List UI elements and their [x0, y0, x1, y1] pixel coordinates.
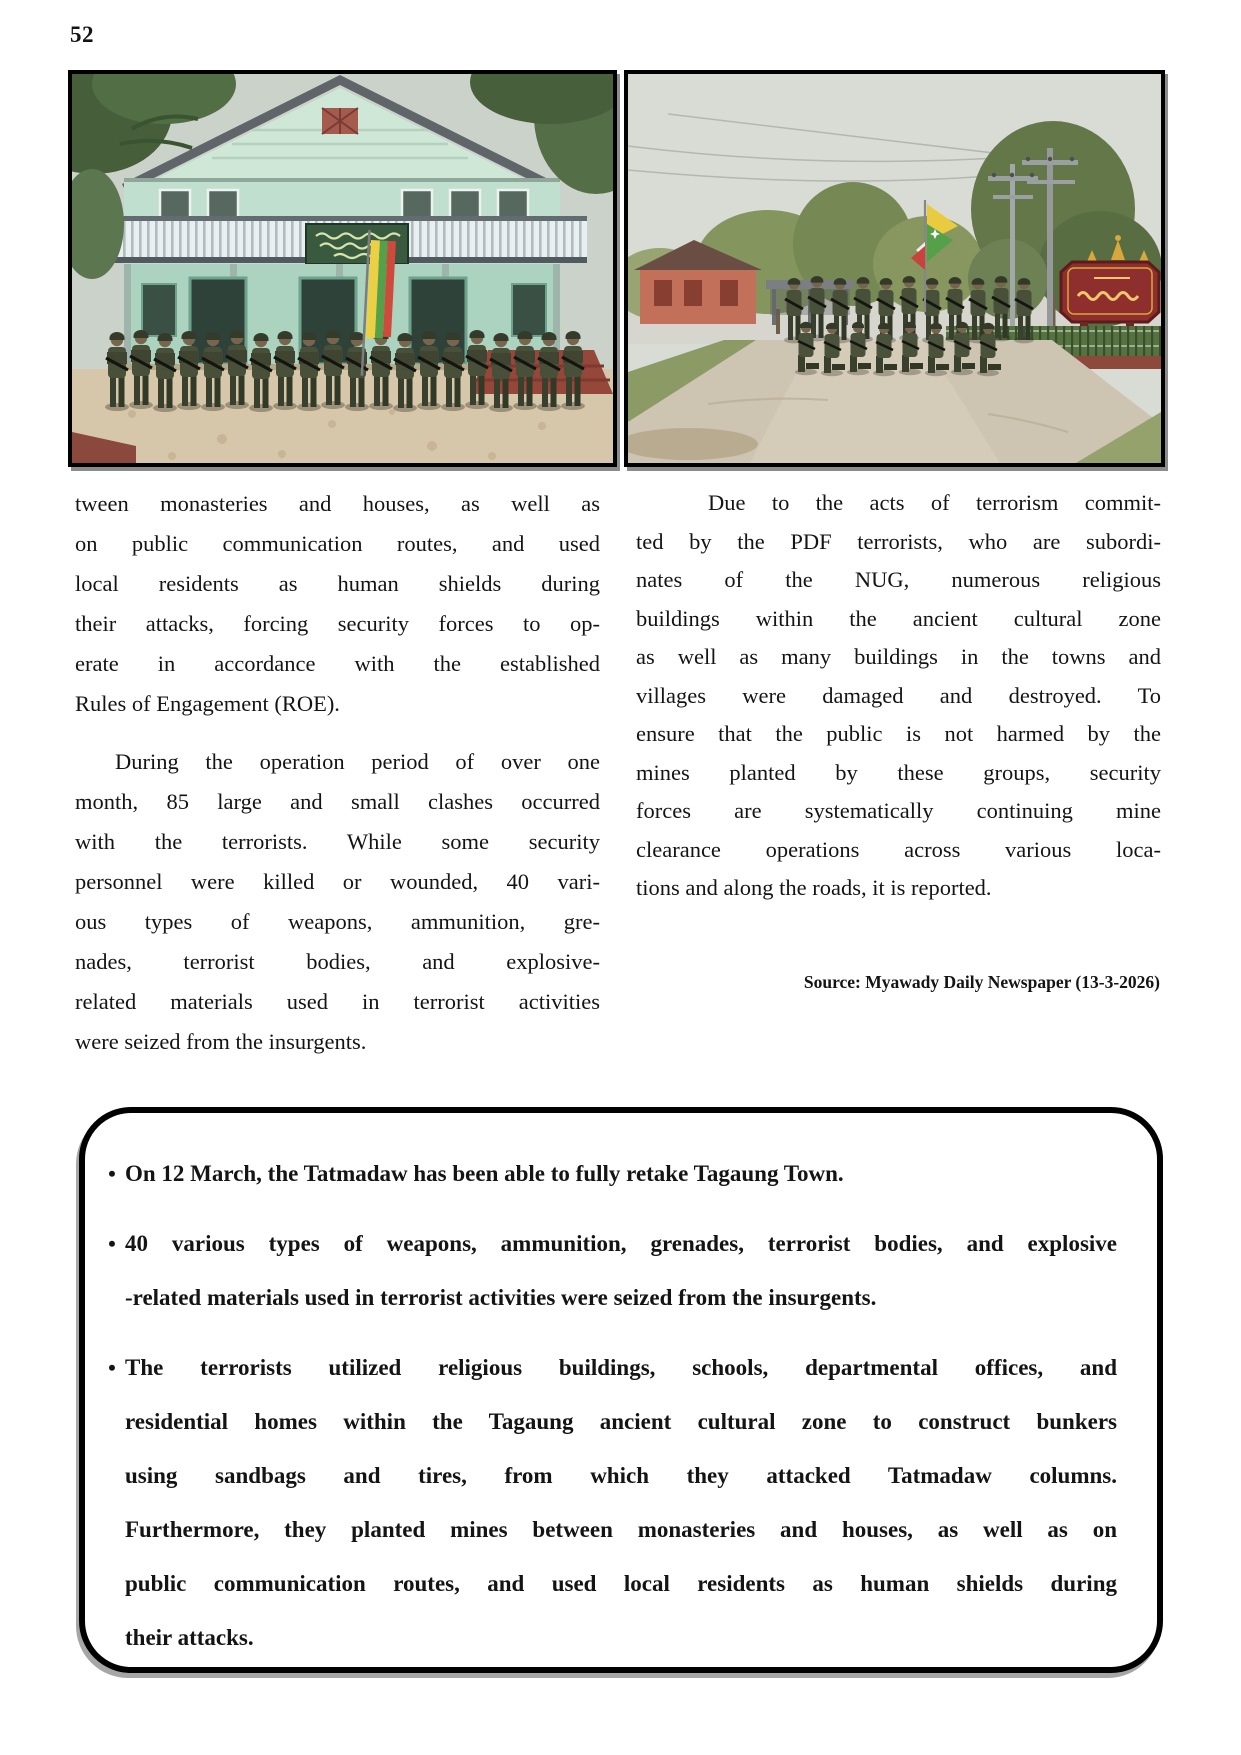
bullet-text [125, 1341, 1117, 1665]
text-line: erate in accordance with the established [75, 651, 600, 676]
text-line: ted by the PDF terrorists, who are subordi- [636, 528, 1161, 554]
text-line: nates of the NUG, numerous religious [636, 567, 1161, 592]
monastery-scene [72, 74, 613, 463]
text-column-right [636, 484, 1161, 908]
text-line: on public communication routes, and used [75, 531, 600, 556]
text-line: public communication routes, and used local residents as human shields during [125, 1571, 1117, 1596]
text-line: ensure that the public is not harmed by the [636, 721, 1161, 746]
text-line: tions and along the roads, it is reported. [636, 875, 992, 900]
text-line: related materials used in terrorist activities [75, 989, 600, 1014]
text-line: On 12 March, the Tatmadaw has been able to fully retake Tagaung Town. [125, 1161, 844, 1186]
text-line: with the terrorists. While some security [75, 829, 600, 854]
bullet-marker: • [108, 1231, 116, 1256]
text-line: -related materials used in terrorist activities were seized from the insurgents. [125, 1285, 877, 1310]
text-line: Due to the acts of terrorism commit- [708, 490, 1161, 515]
text-line: villages were damaged and destroyed. To [636, 682, 1161, 708]
text-line: clearance operations across various loca- [636, 836, 1161, 862]
bullet-marker: • [108, 1355, 116, 1380]
text-line: local residents as human shields during [75, 571, 600, 596]
text-line: During the operation period of over one [115, 749, 600, 774]
bullet-item [99, 1147, 1117, 1201]
text-line: Furthermore, they planted mines between monasteries and houses, as well as on [125, 1517, 1117, 1542]
text-line: nades, terrorist bodies, and explosive- [75, 949, 600, 974]
text-line: The terrorists utilized religious buildings, schools, departmental offices, and [125, 1355, 1117, 1380]
text-line: month, 85 large and small clashes occurred [75, 789, 600, 814]
text-line: Rules of Engagement (ROE). [75, 691, 340, 716]
text-line: their attacks. [125, 1625, 254, 1650]
text-line: were seized from the insurgents. [75, 1029, 367, 1054]
text-line: tween monasteries and houses, as well as [75, 491, 600, 516]
page-number: 52 [70, 22, 94, 47]
text-line: ous types of weapons, ammunition, gre- [75, 909, 600, 934]
bullet-text [125, 1147, 1117, 1201]
text-line: their attacks, forcing security forces to op- [75, 611, 600, 636]
source-citation: Source: Myawady Daily Newspaper (13-3-2026) [803, 972, 1160, 992]
photo-road-troops [624, 70, 1165, 467]
text-line: using sandbags and tires, from which they attacked Tatmadaw columns. [125, 1463, 1117, 1488]
text-line: mines planted by these groups, security [636, 759, 1161, 785]
road-scene [628, 74, 1161, 463]
text-line: as well as many buildings in the towns and [636, 644, 1161, 669]
bullet-item [99, 1341, 1117, 1665]
paragraph [75, 742, 600, 1062]
text-line: personnel were killed or wounded, 40 vari- [75, 869, 600, 894]
text-line: 40 various types of weapons, ammunition, grenades, terrorist bodies, and explosive [125, 1231, 1117, 1256]
photo-monastery-troops [68, 70, 617, 467]
text-line: residential homes within the Tagaung ancient cultural zone to construct bunkers [125, 1409, 1117, 1434]
bullet-text [125, 1217, 1117, 1325]
paragraph [636, 484, 1161, 908]
bullet-item [99, 1217, 1117, 1325]
text-column-left [75, 484, 600, 1062]
summary-callout-box [79, 1107, 1163, 1673]
bullet-marker: • [108, 1161, 116, 1186]
paragraph [75, 484, 600, 724]
text-line: buildings within the ancient cultural zone [636, 605, 1161, 631]
text-line: forces are systematically continuing mine [636, 798, 1161, 823]
